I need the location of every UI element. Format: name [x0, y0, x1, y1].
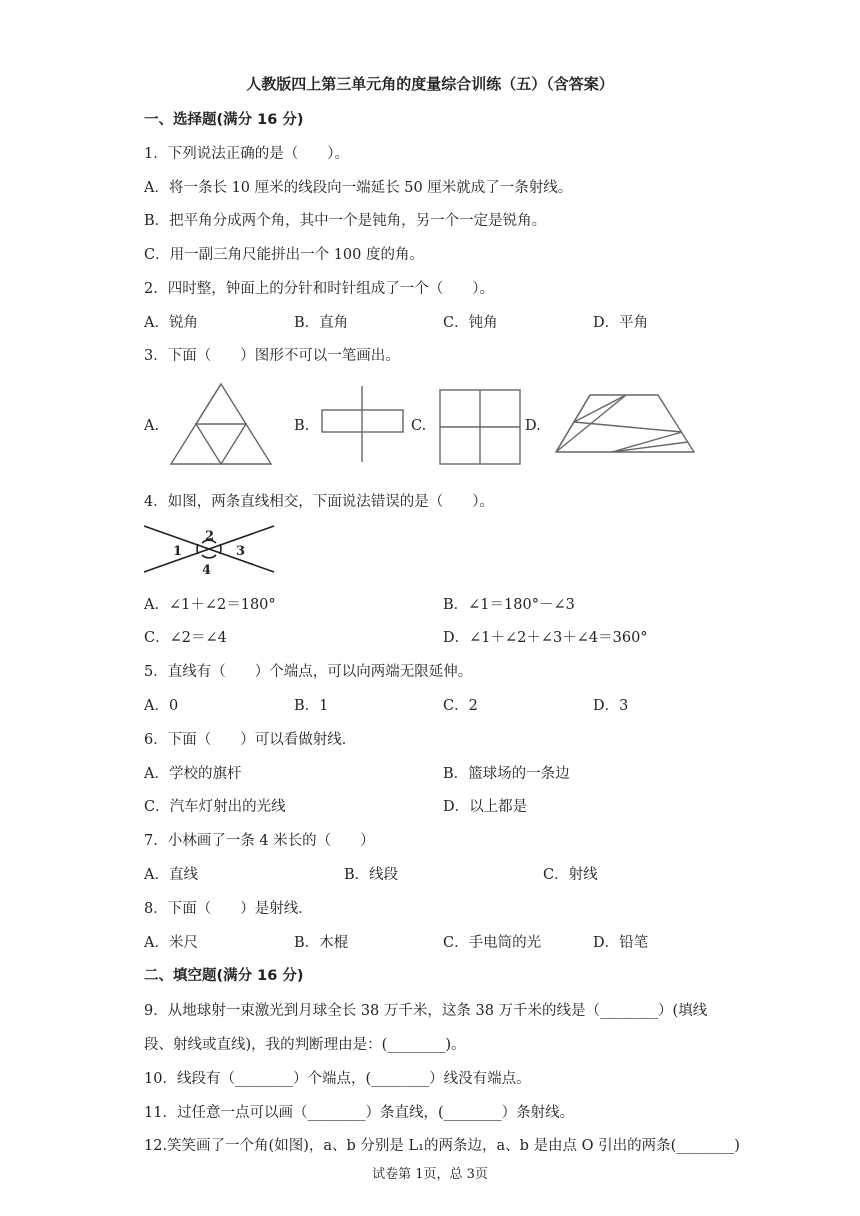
question-9-line-1: 9．从地球射一束激光到月球全长 38 万千米，这条 38 万千米的线是（________）(填线 [144, 1003, 708, 1019]
angle-label-4: 4 [202, 563, 212, 576]
question-1-stem: 1．下列说法正确的是（ ）。 [144, 146, 349, 162]
question-6-option-c: C．汽车灯射出的光线 [144, 799, 286, 815]
question-8-option-b: B．木棍 [294, 935, 349, 951]
question-6-option-a: A．学校的旗杆 [144, 766, 242, 782]
question-1-option-a: A．将一条长 10 厘米的线段向一端延长 50 厘米就成了一条射线。 [144, 180, 573, 196]
question-2-option-d: D．平角 [593, 315, 649, 331]
question-5-option-d: D．3 [593, 698, 629, 714]
question-3-option-c-label: C. [411, 418, 427, 434]
question-2-option-a: A．锐角 [144, 315, 198, 331]
figure-trapezoid-lines [552, 392, 697, 456]
question-8-option-c: C．手电筒的光 [443, 935, 542, 951]
question-10: 10．线段有（________）个端点，(________）线没有端点。 [144, 1071, 531, 1087]
angle-label-2: 2 [205, 529, 215, 544]
question-1-option-c: C．用一副三角尺能拼出一个 100 度的角。 [144, 247, 424, 263]
question-6-option-d: D．以上都是 [443, 799, 528, 815]
question-7-option-a: A．直线 [144, 867, 198, 883]
question-7-option-b: B．线段 [344, 867, 399, 883]
question-4-option-b: B．∠1＝180°－∠3 [443, 597, 575, 613]
question-8-option-a: A．米尺 [144, 935, 198, 951]
angle-label-3: 3 [236, 544, 246, 559]
question-7-option-c: C．射线 [543, 867, 598, 883]
question-8-option-d: D．铅笔 [593, 935, 649, 951]
section-heading-choice: 一、选择题(满分 16 分) [144, 112, 304, 128]
figure-triangle-subdivided [168, 382, 274, 466]
figure-square-four-parts [438, 388, 522, 466]
question-3-stem: 3．下面（ ）图形不可以一笔画出。 [144, 348, 400, 364]
question-6-option-b: B．篮球场的一条边 [443, 766, 570, 782]
figure-intersecting-lines [142, 524, 277, 576]
section-heading-fill-in: 二、填空题(满分 16 分) [144, 968, 304, 984]
question-11: 11．过任意一点可以画（________）条直线，(________）条射线。 [144, 1105, 575, 1121]
question-7-stem: 7．小林画了一条 4 米长的（ ） [144, 833, 375, 849]
question-2-option-b: B．直角 [294, 315, 349, 331]
figure-rectangle-with-cross [318, 384, 408, 464]
question-2-option-c: C．钝角 [443, 315, 498, 331]
question-4-option-a: A．∠1＋∠2＝180° [144, 597, 276, 613]
question-4-option-d: D．∠1＋∠2＋∠3＋∠4＝360° [443, 630, 648, 646]
question-4-stem: 4．如图，两条直线相交，下面说法错误的是（ ）。 [144, 494, 494, 510]
question-6-stem: 6．下面（ ）可以看做射线． [144, 732, 357, 748]
page-footer: 试卷第 1页，总 3页 [372, 1167, 488, 1182]
question-5-stem: 5．直线有（ ）个端点，可以向两端无限延伸。 [144, 664, 473, 680]
question-5-option-c: C．2 [443, 698, 478, 714]
question-5-option-b: B．1 [294, 698, 329, 714]
question-8-stem: 8．下面（ ）是射线． [144, 901, 313, 917]
question-5-option-a: A．0 [144, 698, 179, 714]
question-12: 12.笑笑画了一个角(如图)，a、b 分别是 L₁的两条边，a、b 是由点 O 引出的两条(________) [144, 1138, 740, 1154]
question-9-line-2: 段、射线或直线)，我的判断理由是：(________)。 [144, 1037, 466, 1053]
angle-label-1: 1 [173, 544, 183, 559]
page-title: 人教版四上第三单元角的度量综合训练（五）（含答案） [246, 75, 614, 93]
question-3-option-a-label: A. [144, 418, 160, 434]
question-3-option-d-label: D. [525, 418, 541, 434]
question-3-option-b-label: B. [294, 418, 310, 434]
question-2-stem: 2．四时整，钟面上的分针和时针组成了一个（ ）。 [144, 281, 494, 297]
question-4-option-c: C．∠2＝∠4 [144, 630, 227, 646]
question-1-option-b: B．把平角分成两个角，其中一个是钝角，另一个一定是锐角。 [144, 213, 547, 229]
